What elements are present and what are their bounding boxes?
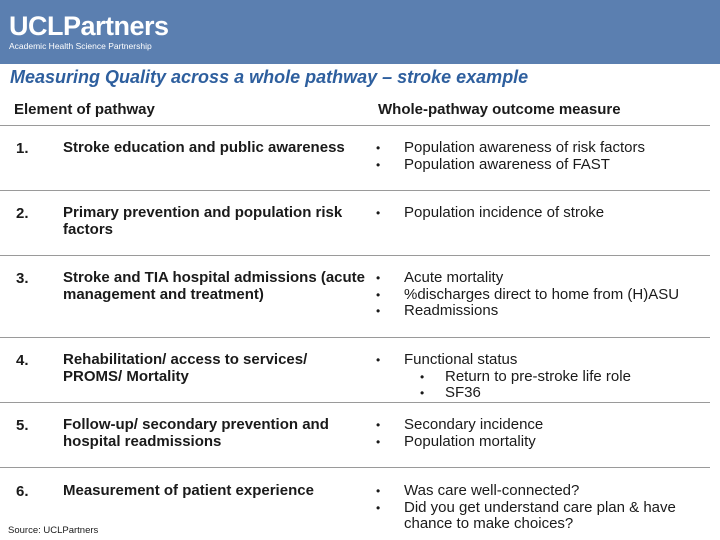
pathway-element: Stroke education and public awareness <box>63 139 345 156</box>
outcome-measure-list <box>374 417 720 450</box>
outcome-measure-list <box>374 483 720 533</box>
bullet-icon: • <box>420 369 425 384</box>
outcome-measure-text: Secondary incidence <box>404 416 544 433</box>
pathway-element: Follow-up/ secondary prevention and hospital readmissions <box>63 416 329 450</box>
bullet-icon: • <box>376 141 381 155</box>
outcome-measure-text: Did you get understand care plan & have chance to make choices? <box>404 498 676 532</box>
outcome-measure-text: Acute mortality <box>404 269 504 286</box>
row-divider <box>0 467 710 468</box>
outcome-measure <box>374 303 720 320</box>
sub-measure-list <box>404 369 720 402</box>
outcome-measure <box>374 500 720 533</box>
bullet-icon: • <box>376 304 381 318</box>
pathway-element: Rehabilitation/ access to services/ PROMS/ Mortality <box>63 351 308 385</box>
outcome-measure-list <box>374 270 720 320</box>
bullet-icon: • <box>376 353 381 367</box>
sub-measure <box>420 369 720 386</box>
bullet-icon: • <box>376 418 381 432</box>
row-number: 3. <box>16 270 29 287</box>
sub-measure <box>420 385 720 402</box>
outcome-measure <box>374 434 720 451</box>
outcome-measure-text: %discharges direct to home from (H)ASU <box>404 285 680 303</box>
row-divider <box>0 190 710 191</box>
row-number: 6. <box>16 483 29 500</box>
outcome-measure-list <box>374 205 720 222</box>
outcome-measure <box>374 483 720 500</box>
bullet-icon: • <box>376 434 381 449</box>
outcome-measure-text: Functional status <box>404 351 518 368</box>
row-divider <box>0 402 710 403</box>
bullet-icon: • <box>376 157 381 172</box>
column-header-outcome: Whole-pathway outcome measure <box>378 101 621 118</box>
pathway-element: Measurement of patient experience <box>63 482 314 499</box>
outcome-measure-text: Was care well-connected? <box>404 482 580 499</box>
outcome-measure-list <box>374 140 720 173</box>
bullet-icon: • <box>376 500 381 515</box>
row-number: 1. <box>16 140 29 157</box>
row-number: 2. <box>16 205 29 222</box>
pathway-element: Stroke and TIA hospital admissions (acute management and treatment) <box>63 269 366 303</box>
bullet-icon: • <box>376 271 381 285</box>
header-rule <box>0 125 710 126</box>
outcome-measure <box>374 287 720 304</box>
outcome-measure <box>374 417 720 434</box>
outcome-measure <box>374 270 720 287</box>
row-number: 5. <box>16 417 29 434</box>
slide-title: Measuring Quality across a whole pathway – stroke example <box>10 67 529 87</box>
outcome-measure-text: Population awareness of FAST <box>404 155 610 173</box>
row-divider <box>0 337 710 338</box>
outcome-measure <box>374 352 720 402</box>
logo-wordmark: UCLPartners <box>9 11 169 41</box>
sub-measure-text: Return to pre-stroke life role <box>445 367 631 385</box>
outcome-measure-text: Population awareness of risk factors <box>404 139 645 156</box>
source-note: Source: UCLPartners <box>8 525 99 536</box>
logo-tagline: Academic Health Science Partnership <box>9 41 152 51</box>
bullet-icon: • <box>420 386 425 400</box>
outcome-measure-text: Population incidence of stroke <box>404 204 605 221</box>
outcome-measure-list <box>374 352 720 402</box>
outcome-measure <box>374 140 720 157</box>
ucl-partners-logo <box>9 12 169 51</box>
outcome-measure-text: Population mortality <box>404 432 536 450</box>
row-number: 4. <box>16 352 29 369</box>
pathway-element: Primary prevention and population risk factors <box>63 204 343 238</box>
bullet-icon: • <box>376 484 381 498</box>
header-bar <box>0 0 720 64</box>
bullet-icon: • <box>376 206 381 220</box>
sub-measure-text: SF36 <box>445 384 481 401</box>
column-header-element: Element of pathway <box>14 101 155 118</box>
outcome-measure <box>374 157 720 174</box>
row-divider <box>0 255 710 256</box>
bullet-icon: • <box>376 287 381 302</box>
outcome-measure <box>374 205 720 222</box>
outcome-measure-text: Readmissions <box>404 302 499 319</box>
